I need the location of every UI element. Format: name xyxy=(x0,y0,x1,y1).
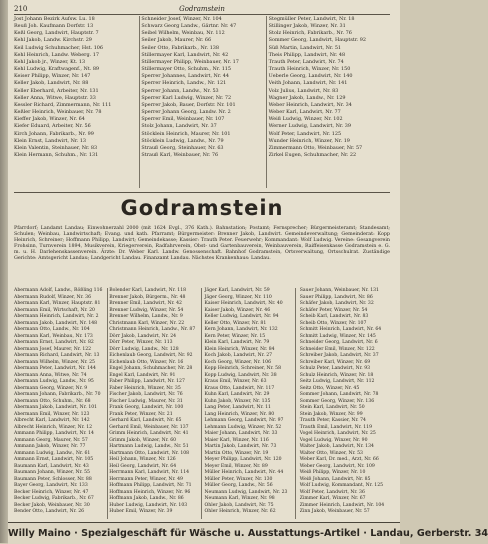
directory-entry: Huber Ludwig, Landwirt, Nr. 103 xyxy=(109,502,188,508)
directory-entry: Dörr Ludwig, Landw., Nr. 128 xyxy=(109,346,179,352)
directory-entry: Schäfer Jakob, Landwirt, Nr. 32 xyxy=(299,301,374,306)
directory-entry: Baumann Karl, Landwirt, Nr. 43 xyxy=(14,463,89,469)
directory-entry: Stegmüller Peter, Landwirt, Nr. 18 xyxy=(268,16,355,22)
directory-entry: Abermann Ludwig, Landw., Nr. 95 xyxy=(14,379,94,384)
directory-entry: Abermann Johann, Fabrikarb., Nr. 70 xyxy=(14,392,101,397)
directory-entry: Abermann Emil, Winzer, Nr. 123 xyxy=(14,411,90,417)
directory-entry: Kehl Jakob, Landw. Kirchstr. 29 xyxy=(14,37,92,44)
section-title: Godramstein xyxy=(120,196,284,220)
directory-entry: Ammann Ernst, Landwirt, Nr. 105 xyxy=(14,457,94,462)
directory-entry: Keller Otto, Winzer, Nr. 81 xyxy=(204,320,267,326)
directory-entry: Weiß Philipp, Winzer, Nr. 10 xyxy=(299,470,366,475)
directory-entry: Keßl Georg, Landwirt, Hauptstr. 7 xyxy=(14,30,99,37)
directory-entry: Lang Peter, Landwirt, Nr. 11 xyxy=(204,405,271,410)
directory-entry: Wolf Ludwig, Kommandant, Nr. 125 xyxy=(299,483,384,488)
directory-entry: Bolender Karl, Landwirt, Nr. 118 xyxy=(109,288,187,293)
directory-entry: Klein Heinrich, Winzer, Nr. 84 xyxy=(204,346,275,352)
directory-entry: Klein Ernst, Landwirt, Nr. 13 xyxy=(14,137,87,144)
directory-entry: Kiefer Eduard, Arbeiter, Nr. 56 xyxy=(14,123,91,130)
directory-entry: Klein Hermann, Schuhm., Nr. 131 xyxy=(14,151,99,158)
directory-entry: Stein Karl, Landwirt, Nr. 50 xyxy=(299,405,365,410)
directory-entry: Schmitt Heinrich, Landwirt, Nr. 64 xyxy=(299,327,382,332)
town-description: Pfarrdorf; Landamt Landau; Einwohnerzahl 2000 (mit 1624 Evgl., 376 Kath.). Bahnstation; Postamt; Fernsprecher; Bürgermeisteramt; Standesamt; Schulen; Weinbau, Landwirtschaft; Evang. und kath. Pfarramt; Bürgermeister: Brenner Jakob, Landwirt. Gemeindeverwaltung; Gemeinderat: Kopp Heinrich, Schreiner; Hoffmann Philipp, Landwirt; Gemeindekasse; Kassier: Trauth Peter. Feuerwehr; Kommandant: Wolf Ludwig. Vereine: Gesangverein Frohsinn, Turnverein 1894, Musikverein, Kriegerverein, Radfahrverein, Obst- und Gartenbauverein, Weinbauverein, Raiffeisenkasse Godramstein e. G. m. u. H. Darlehenskassenverein. Ärzte: Dr. Weber Karl. Landw. Genossenschaft. Bahnhof Godramstein, Ortsverwaltung, Ortsschulrat. Zuständige Gerichte: Amtsgericht Landau; Landgericht Landau. Finanzamt Landau. Nächstes Krankenhaus: Landau. xyxy=(14,226,390,262)
directory-entry: Vogel Ludwig, Winzer, Nr. 90 xyxy=(299,437,368,443)
directory-entry: Weber Karl, Dr. med., Arzt, Nr. 66 xyxy=(299,457,379,462)
directory-entry: Frank Peter, Winzer, Nr. 21 xyxy=(109,411,173,417)
resident-directory xyxy=(14,288,390,519)
directory-entry: Stöcklein Heinrich, Maurer, Nr. 101 xyxy=(141,130,231,137)
directory-entry: Ohler Heinrich, Winzer, Nr. 62 xyxy=(204,509,276,514)
directory-entry: Martin Otto, Winzer, Nr. 19 xyxy=(204,450,269,456)
directory-entry: Zimmer Heinrich, Landwirt, Nr. 104 xyxy=(299,502,385,508)
directory-entry: Ohler Jakob, Landwirt, Nr. 75 xyxy=(204,502,274,508)
directory-entry: Wunder Heinrich, Winzer, Nr. 19 xyxy=(268,137,350,144)
directory-entry: Herrmann Peter, Winzer, Nr. 49 xyxy=(109,476,183,482)
directory-entry: Stolz Heinrich, Fabrikarb., Nr. 76 xyxy=(268,30,352,37)
directory-entry: Müller Georg, Landw., Nr. 56 xyxy=(204,483,273,488)
directory-entry: Koch Jakob, Landwirt, Nr. 27 xyxy=(204,353,273,358)
directory-entry: Huber Emil, Winzer, Nr. 39 xyxy=(109,509,173,514)
directory-entry: Jäger Georg, Winzer, Nr. 110 xyxy=(204,294,272,300)
directory-entry: Veith Johann, Landwirt, Nr. 141 xyxy=(268,80,348,87)
directory-entry: Lehmann Georg, Landwirt, Nr. 97 xyxy=(204,418,284,423)
directory-entry: Christmann Heinrich, Landw., Nr. 87 xyxy=(109,327,196,332)
directory-entry: Heil Johann, Winzer, Nr. 126 xyxy=(109,457,176,462)
directory-entry: Neumann Karl, Winzer, Nr. 98 xyxy=(204,496,275,501)
directory-entry: Schneider Josef, Winzer, Nr. 104 xyxy=(141,16,222,22)
directory-entry: Sperrer Jakob, Bauer, Dorfstr. Nr. 101 xyxy=(141,101,236,108)
directory-entry: Becker Jakob, Weinbauer, Nr. 30 xyxy=(14,502,90,508)
directory-entry: Hoffmann Heinrich, Winzer, Nr. 96 xyxy=(109,489,191,495)
directory-entry: Wolf Peter, Landwirt, Nr. 125 xyxy=(268,130,342,137)
directory-entry: Abermann Otto, Landw., Nr. 104 xyxy=(14,327,90,332)
directory-entry: Kessler Richard, Zimmermann, Nr. 111 xyxy=(14,101,112,108)
top-column-2 xyxy=(141,16,262,188)
directory-entry: Strauß Georg, Steinhauer, Nr. 63 xyxy=(141,144,224,151)
directory-entry: Ammann Georg, Maurer, Nr. 57 xyxy=(14,437,88,443)
directory-entry: Abermann Anna, Witwe, Nr. 74 xyxy=(14,372,87,378)
directory-entry: Sperrer Johannes, Landwirt, Nr. 44 xyxy=(141,73,229,80)
column-divider xyxy=(266,16,267,188)
directory-entry: Becker Heinrich, Winzer, Nr. 47 xyxy=(14,489,89,495)
directory-entry: Brenner Ludwig, Winzer, Nr. 54 xyxy=(109,307,184,313)
directory-entry: Zinn Jakob, Weinbauer, Nr. 57 xyxy=(299,509,370,514)
directory-entry: Kopp Heinrich, Schreiner, Nr. 58 xyxy=(204,366,282,371)
directory-entry: Kuhn Jakob, Winzer, Nr. 135 xyxy=(204,398,271,404)
directory-entry: Hartmann Ludwig, Landw., Nr. 51 xyxy=(109,444,189,449)
directory-entry: Christmann Karl, Winzer, Nr. 22 xyxy=(109,320,185,326)
directory-entry: Keller Jakob, Landwirt, Nr. 88 xyxy=(14,80,89,87)
directory-entry: Abermann Peter, Landwirt, Nr. 144 xyxy=(14,366,96,371)
directory-entry: Stillermayer Karl, Landwirt, Nr. 42 xyxy=(141,51,229,58)
directory-entry: Weber Heinrich, Landwirt, Nr. 34 xyxy=(268,101,352,108)
directory-entry: Bender Otto, Landwirt, Nr. 26 xyxy=(14,509,85,514)
column-divider xyxy=(107,288,108,519)
directory-entry: Keller Ludwig, Landwirt, Nr. 94 xyxy=(204,314,279,319)
directory-entry: Gerhard Emil, Weinbauer, Nr. 137 xyxy=(109,424,189,430)
directory-entry: Sommer Georg, Landwirt, Hauptstr. 92 xyxy=(268,37,366,44)
directory-entry: Schreiber Karl, Winzer, Nr. 69 xyxy=(299,359,371,365)
directory-entry: Jäger Karl, Landwirt, Nr. 59 xyxy=(204,288,270,293)
directory-entry: Seitz Ludwig, Landwirt, Nr. 112 xyxy=(299,379,375,384)
directory-entry: Vogel Heinrich, Landwirt, Nr. 25 xyxy=(299,431,376,436)
directory-entry: Brenner Emil, Landwirt, Nr. 42 xyxy=(109,301,182,306)
directory-entry: Schulz Heinrich, Winzer, Nr. 18 xyxy=(299,372,374,378)
directory-entry: Trauth Heinrich, Winzer, Nr. 150 xyxy=(268,66,351,73)
directory-entry: Sperrer Karl Ludwig, Winzer, Nr. 72 xyxy=(141,94,232,101)
directory-entry: Wolf Peter, Landwirt, Nr. 36 xyxy=(299,489,365,495)
directory-entry: Sommer Georg, Winzer, Nr. 136 xyxy=(299,398,375,404)
directory-entry: Süß Martin, Landwirt, Nr. 51 xyxy=(268,44,342,51)
directory-entry: Maier Karl, Winzer, Nr. 116 xyxy=(204,437,269,443)
directory-entry: Meyer Emil, Winzer, Nr. 89 xyxy=(204,463,268,469)
directory-entry: Gerhard Karl, Landwirt, Nr. 65 xyxy=(109,418,182,423)
directory-entry: Becker Ludwig, Fabrikarb., Nr. 67 xyxy=(14,496,94,501)
directory-entry: Lang Heinrich, Winzer, Nr. 80 xyxy=(204,411,275,417)
directory-entry: Werner Ludwig, Landwirt, Nr. 39 xyxy=(268,123,351,130)
directory-entry: Seibel Wilhelm, Weinbau, Nr. 112 xyxy=(141,30,225,37)
directory-entry: Sperrer Johann, Landw., Nr. 53 xyxy=(141,87,219,94)
directory-entry: Kern Peter, Winzer, Nr. 15 xyxy=(204,333,266,339)
directory-entry: Kirch Johann, Fabrikarb., Nr. 99 xyxy=(14,130,94,137)
directory-entry: Maier Johann, Landwirt, Nr. 33 xyxy=(204,431,278,436)
page-number: 210 xyxy=(14,5,28,13)
directory-entry: Dörr Jakob, Landwirt, Nr. 24 xyxy=(109,333,177,339)
directory-entry: Kaiser Heinrich, Landwirt, Nr. 40 xyxy=(204,301,283,306)
directory-entry: Trauth Peter, Kassier, Nr. 74 xyxy=(299,418,366,423)
directory-entry: Keßler Heinrich, Weinbauer, Nr. 78 xyxy=(14,109,102,116)
directory-entry: Zimmermann Otto, Weinbauer, Nr. 57 xyxy=(268,144,363,151)
directory-entry: Seitz Otto, Winzer, Nr. 45 xyxy=(299,385,360,391)
directory-entry: Abermann Karl, Winzer, Hauptstr. 81 xyxy=(14,301,101,306)
directory-entry: Grimm Heinrich, Landwirt, Nr. 41 xyxy=(109,431,189,436)
directory-entry: Strauß Karl, Weinbauer, Nr. 76 xyxy=(141,151,219,158)
resident-column-3 xyxy=(205,288,295,519)
directory-entry: Ueberle Georg, Landwirt, Nr. 140 xyxy=(268,73,353,80)
directory-entry: Engel Johann, Schuhmacher, Nr. 28 xyxy=(109,366,193,371)
directory-entry: Seiler Jakob, Maurer, Nr. 66 xyxy=(141,37,212,44)
directory-entry: Keller Eberhard, Arbeiter, Nr. 131 xyxy=(14,87,99,94)
directory-entry: Schneider Georg, Landwirt, Nr. 6 xyxy=(299,340,378,345)
directory-entry: Weiß Johann, Landwirt, Nr. 85 xyxy=(299,476,371,482)
directory-entry: Abermann Jakob, Landwirt, Nr. 148 xyxy=(14,320,98,326)
directory-entry: Eichenlaub Georg, Landwirt, Nr. 92 xyxy=(109,353,193,358)
directory-entry: Keiser Philipp, Winzer, Nr. 147 xyxy=(14,73,91,80)
directory-entry: Ammann Ludwig, Landw., Nr. 61 xyxy=(14,450,91,456)
directory-entry: Stöcklein Ludwig, Landw., Nr. 79 xyxy=(141,137,224,144)
directory-entry: Schneider Emil, Winzer, Nr. 122 xyxy=(299,346,375,352)
directory-entry: Abermann Josef, Maurer, Nr. 122 xyxy=(14,346,92,352)
directory-entry: Baumann Peter, Schlosser, Nr. 88 xyxy=(14,476,92,482)
directory-entry: Hoffmann Philipp, Landwirt, Nr. 71 xyxy=(109,483,192,488)
directory-entry: Keil Ludwig Schuhmacher, Hst. 106 xyxy=(14,44,104,51)
directory-entry: Dörr Peter, Winzer, Nr. 113 xyxy=(109,340,173,345)
directory-entry: Abermann Wilhelm, Winzer, Nr. 25 xyxy=(14,359,95,365)
directory-entry: Kuhn Karl, Landwirt, Nr. 29 xyxy=(204,392,270,397)
directory-entry: Zirkel Eugen, Schuhmacher, Nr. 22 xyxy=(268,151,357,158)
directory-entry: Walter Jakob, Landwirt, Nr. 134 xyxy=(299,444,374,449)
directory-entry: Stillermayer Philipp, Weinbauer, Nr. 17 xyxy=(141,58,239,65)
directory-entry: Heil Georg, Landwirt, Nr. 64 xyxy=(109,463,177,469)
header-rule xyxy=(14,14,390,15)
directory-entry: Wagner Jakob, Landw., Nr. 129 xyxy=(268,94,346,101)
directory-entry: Grimm Jakob, Winzer, Nr. 60 xyxy=(109,437,177,443)
directory-entry: Engel Karl, Landwirt, Nr. 91 xyxy=(109,372,176,378)
directory-entry: Sperrer Emil, Weinbauer, Nr. 107 xyxy=(141,116,225,123)
directory-entry: Weber Georg, Landwirt, Nr. 109 xyxy=(299,463,375,469)
directory-entry: Lehmann Ludwig, Winzer, Nr. 52 xyxy=(204,424,282,430)
directory-entry: Weiß Ludwig, Winzer, Nr. 102 xyxy=(268,116,343,123)
directory-entry: Stolz Johann, Landwirt, Nr. 37 xyxy=(141,123,217,130)
directory-entry: Weber Karl, Landwirt, Nr. 77 xyxy=(268,109,341,116)
directory-entry: Volz Julius, Landwirt, Nr. 83 xyxy=(268,87,339,94)
directory-entry: Kern Johann, Landwirt, Nr. 132 xyxy=(204,327,278,332)
directory-entry: Fischer Jakob, Landwirt, Nr. 76 xyxy=(109,392,183,397)
directory-entry: Sperrer Heinrich, Landw., Nr. 121 xyxy=(141,80,227,87)
directory-entry: Kieffer Jakob, Winzer, Nr. 64 xyxy=(14,116,85,123)
directory-entry: Kopp Ludwig, Landwirt, Nr. 38 xyxy=(204,372,277,378)
directory-entry: Schulz Peter, Landwirt, Nr. 93 xyxy=(299,366,371,371)
directory-entry: Schwarz Georg Landw., Gärtnr. Nr. 47 xyxy=(141,23,237,30)
directory-entry: Hartmann Otto, Landwirt, Nr. 108 xyxy=(109,450,190,456)
resident-column-4 xyxy=(300,288,390,519)
directory-entry: Reuß Joh. Kaufmann Dorfstr. 13 xyxy=(14,23,94,30)
directory-entry: Müller Peter, Winzer, Nr. 130 xyxy=(204,476,273,482)
directory-entry: Koch Georg, Winzer, Nr. 106 xyxy=(204,359,271,365)
directory-entry: Stillermayer Otto, Schuhm., Nr. 115 xyxy=(141,66,232,73)
directory-entry: Brenner Wilhelm, Landw., Nr. 9 xyxy=(109,314,183,319)
directory-entry: Kehl Jakob jr., Winzer, Kt. 13 xyxy=(14,58,86,65)
directory-entry: Faber Heinrich, Winzer, Nr. 35 xyxy=(109,385,181,391)
directory-entry: Kaiser Jakob, Winzer, Nr. 46 xyxy=(204,307,271,313)
directory-entry: Abermann Adolf, Landw., Rößling 116 xyxy=(14,288,103,293)
directory-entry: Eichenlaub Otto, Winzer, Nr. 16 xyxy=(109,359,184,365)
directory-entry: Abermann Emil, Wirtschaft, Nr. 20 xyxy=(14,307,95,313)
top-column-3 xyxy=(269,16,390,188)
directory-entry: Schmitt Ludwig, Winzer, Nr. 145 xyxy=(299,333,376,339)
directory-entry: Müller Heinrich, Landwirt, Nr. 44 xyxy=(204,470,284,475)
directory-entry: Sauer Philipp, Landwirt, Nr. 86 xyxy=(299,294,373,300)
directory-entry: Scheib Karl, Landwirt, Nr. 83 xyxy=(299,314,369,319)
directory-entry: Albrecht Karl, Landwirt, Nr. 142 xyxy=(14,418,90,423)
directory-entry: Abermann Rudolf, Winzer, Nr. 36 xyxy=(14,294,91,300)
directory-entry: Walter Otto, Winzer, Nr. 53 xyxy=(299,450,363,456)
directory-entry: Baumann Johann, Winzer, Nr. 55 xyxy=(14,470,90,475)
directory-entry: Keller Anna, Witwe, Hauptstr. 33 xyxy=(14,94,96,101)
directory-entry: Meyer Philipp, Landwirt, Nr. 120 xyxy=(204,457,282,462)
directory-entry: Abermann Otto, Schuhm., Nr. 68 xyxy=(14,398,91,404)
directory-entry: Abermann Karl, Weinbau, Nr. 173 xyxy=(14,333,93,339)
directory-entry: Abermann Georg, Winzer, Nr. 9 xyxy=(14,385,88,391)
directory-entry: Brenner Jakob, Bürgerm., Nr. 48 xyxy=(109,294,186,300)
directory-entry: Martin Jakob, Landwirt, Nr. 73 xyxy=(204,444,277,449)
directory-entry: Kraus Emil, Winzer, Nr. 63 xyxy=(204,379,267,384)
directory-entry: Abermann Jakob, Landwirt, Nr. 101 xyxy=(14,405,98,410)
directory-entry: Klein Karl, Landwirt, Nr. 79 xyxy=(204,340,270,345)
resident-column-1 xyxy=(14,288,104,519)
directory-entry: Albrecht Heinrich, Winzer, Nr. 12 xyxy=(14,424,93,430)
directory-entry: Schreiber Jakob, Landwirt, Nr. 37 xyxy=(299,353,379,358)
page-header xyxy=(14,4,390,14)
directory-entry: Herrmann Karl, Landwirt, Nr. 114 xyxy=(109,470,190,475)
directory-entry: Neumann Ludwig, Landwirt, Nr. 23 xyxy=(204,489,288,495)
directory-entry: Abermann Heinrich, Landwirt, Nr. 2 xyxy=(14,314,99,319)
top-directory xyxy=(14,16,390,188)
directory-entry: Abermann Richard, Landwirt, Nr. 13 xyxy=(14,353,100,358)
directory-entry: Faber Philipp, Landwirt, Nr. 127 xyxy=(109,379,185,384)
column-divider xyxy=(139,16,140,188)
directory-entry: Frank Georg, Landwirt, Nr. 100 xyxy=(109,405,184,410)
directory-entry: Stillinger Jakob, Winzer, Nr. 31 xyxy=(268,23,346,30)
directory-entry: Scheib Otto, Winzer, Nr. 107 xyxy=(299,320,367,326)
directory-entry: Hoffmann Jakob, Landw., Nr. 86 xyxy=(109,496,184,501)
directory-entry: Sperrer Johann Georg, Landw. Nr. 2 xyxy=(141,109,231,116)
directory-entry: Seiler Otto, Fabrikarb., Nr. 138 xyxy=(141,44,220,51)
directory-entry: Klein Valentin, Steinhauer, Nr. 83 xyxy=(14,144,98,151)
directory-entry: Abermann Ernst, Landwirt, Nr. 82 xyxy=(14,340,94,345)
directory-entry: Kraus Otto, Landwirt, Nr. 117 xyxy=(204,385,275,391)
top-column-1 xyxy=(14,16,135,188)
directory-entry: Trauth Emil, Landwirt, Nr. 119 xyxy=(299,424,372,430)
advertisement-footer: Willy Maino · Spezialgeschäft für Wäsche u. Ausstattungs-Artikel · Landau, Gerberstr. 34 xyxy=(8,522,400,544)
book-gutter xyxy=(0,0,8,543)
directory-entry: Sauer Johann, Weinbauer, Nr. 131 xyxy=(299,288,379,293)
directory-entry: Zimmer Karl, Winzer, Nr. 67 xyxy=(299,496,366,501)
section-rule xyxy=(14,192,390,193)
directory-entry: Theis Philipp, Landwirt, Nr. 48 xyxy=(268,51,346,58)
directory-entry: Schäfer Peter, Winzer, Nr. 54 xyxy=(299,307,368,313)
directory-entry: Kehl Ludwig, Kraftwagenf., Nt. 89 xyxy=(14,66,100,73)
directory-entry: Jost Johann Bezirk Aufsw. Lu. 18 xyxy=(14,16,95,22)
directory-entry: Sommer Johann, Landwirt, Nr. 78 xyxy=(299,392,379,397)
column-divider xyxy=(295,288,296,519)
directory-entry: Bayer Georg, Landwirt, Nr. 133 xyxy=(14,483,88,488)
directory-entry: Trauth Peter, Landwirt, Nr. 74 xyxy=(268,58,344,65)
directory-entry: Fischer Ludwig, Maurer, Nr. 31 xyxy=(109,398,183,404)
resident-column-2 xyxy=(109,288,199,519)
directory-entry: Stein Jakob, Winzer, Nr. 99 xyxy=(299,411,363,417)
directory-entry: Ammann Philipp, Landwirt, Nr. 14 xyxy=(14,431,94,436)
running-title: Godramstein xyxy=(179,5,225,13)
directory-entry: Ammann Jakob, Winzer, Nr. 77 xyxy=(14,444,86,449)
column-divider xyxy=(201,288,202,519)
directory-entry: Kehl Heinrich, Landw. Weberg. 17 xyxy=(14,51,99,58)
